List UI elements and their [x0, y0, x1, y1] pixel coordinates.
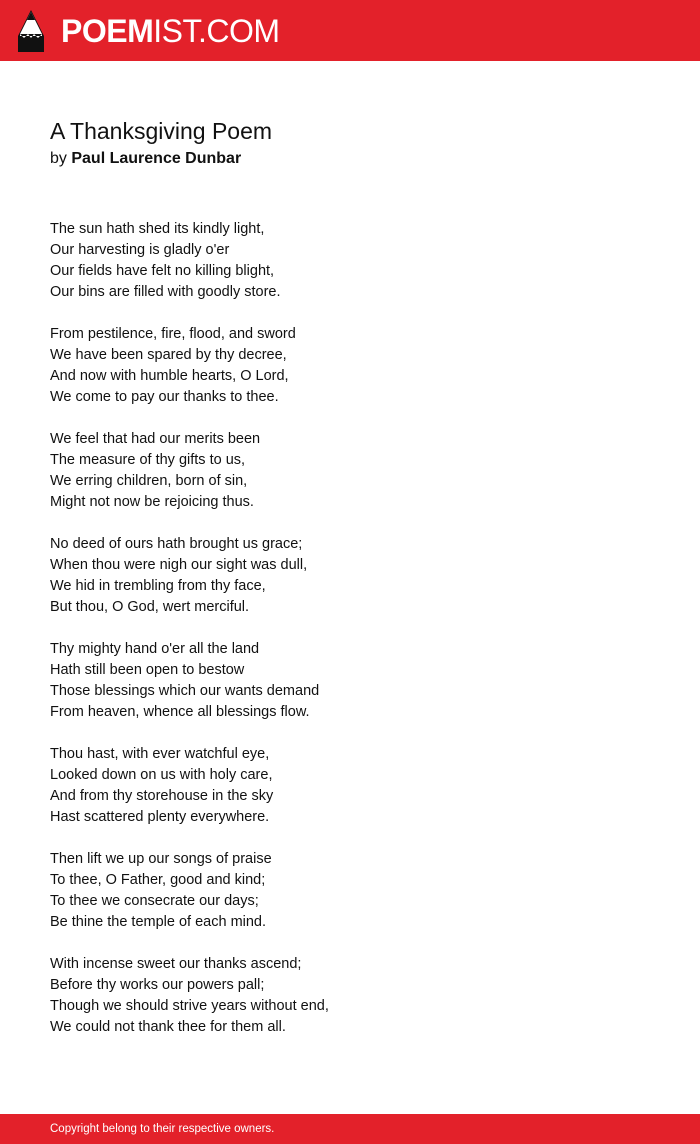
- poem-line: Our harvesting is gladly o'er: [50, 242, 230, 258]
- poem-line: To thee, O Father, good and kind;: [50, 872, 266, 888]
- poem-line: But thou, O God, wert merciful.: [50, 599, 250, 615]
- poem-title: A Thanksgiving Poem: [50, 118, 273, 144]
- poem-line: With incense sweet our thanks ascend;: [50, 956, 302, 972]
- poem-stanza: [50, 849, 650, 933]
- poem-stanza: [50, 954, 650, 1038]
- poem-author: Paul Laurence Dunbar: [71, 150, 242, 167]
- poem-line: We hid in trembling from thy face,: [50, 578, 266, 594]
- poem-stanza: [50, 324, 650, 408]
- poem-line: Thy mighty hand o'er all the land: [50, 641, 260, 657]
- copyright-notice: Copyright belong to their respective owners.: [50, 1123, 275, 1135]
- poem-line: We erring children, born of sin,: [50, 473, 248, 489]
- poem-line: We come to pay our thanks to thee.: [50, 389, 279, 405]
- poem-line: Hast scattered plenty everywhere.: [50, 809, 270, 825]
- poem-line: When thou were nigh our sight was dull,: [50, 557, 308, 573]
- poem-line: Our bins are filled with goodly store.: [50, 284, 281, 300]
- poem-line: Though we should strive years without end,: [50, 998, 329, 1014]
- poem-line: Our fields have felt no killing blight,: [50, 263, 275, 279]
- poem-stanza: [50, 219, 650, 303]
- site-logo[interactable]: [61, 11, 280, 51]
- poem-line: Those blessings which our wants demand: [50, 683, 320, 699]
- pencil-tip-icon[interactable]: [18, 10, 44, 52]
- poem-stanza: [50, 534, 650, 618]
- poem-line: And now with humble hearts, O Lord,: [50, 368, 289, 384]
- logo-text-light: IST.COM: [153, 13, 280, 49]
- poem-line: The measure of thy gifts to us,: [50, 452, 246, 468]
- poem-line: Thou hast, with ever watchful eye,: [50, 746, 270, 762]
- poem-body: [50, 219, 650, 1059]
- poem-line: We could not thank thee for them all.: [50, 1019, 286, 1035]
- poem-byline: [50, 148, 241, 170]
- logo-text-bold: POEM: [61, 13, 154, 49]
- poem-stanza: [50, 429, 650, 513]
- byline-prefix: by: [50, 150, 67, 167]
- poem-line: Before thy works our powers pall;: [50, 977, 265, 993]
- poem-line: To thee we consecrate our days;: [50, 893, 259, 909]
- poem-line: We feel that had our merits been: [50, 431, 261, 447]
- poem-stanza: [50, 639, 650, 723]
- poem-line: Be thine the temple of each mind.: [50, 914, 267, 930]
- poem-line: Hath still been open to bestow: [50, 662, 245, 678]
- poem-line: From pestilence, fire, flood, and sword: [50, 326, 296, 342]
- poem-line: No deed of ours hath brought us grace;: [50, 536, 303, 552]
- poem-line: And from thy storehouse in the sky: [50, 788, 274, 804]
- site-footer: [0, 1114, 700, 1144]
- poem-line: From heaven, whence all blessings flow.: [50, 704, 310, 720]
- poem-line: We have been spared by thy decree,: [50, 347, 287, 363]
- poem-line: Then lift we up our songs of praise: [50, 851, 272, 867]
- poem-line: Looked down on us with holy care,: [50, 767, 273, 783]
- site-header: [0, 0, 700, 61]
- poem-line: Might not now be rejoicing thus.: [50, 494, 254, 510]
- poem-stanza: [50, 744, 650, 828]
- poem-line: The sun hath shed its kindly light,: [50, 221, 265, 237]
